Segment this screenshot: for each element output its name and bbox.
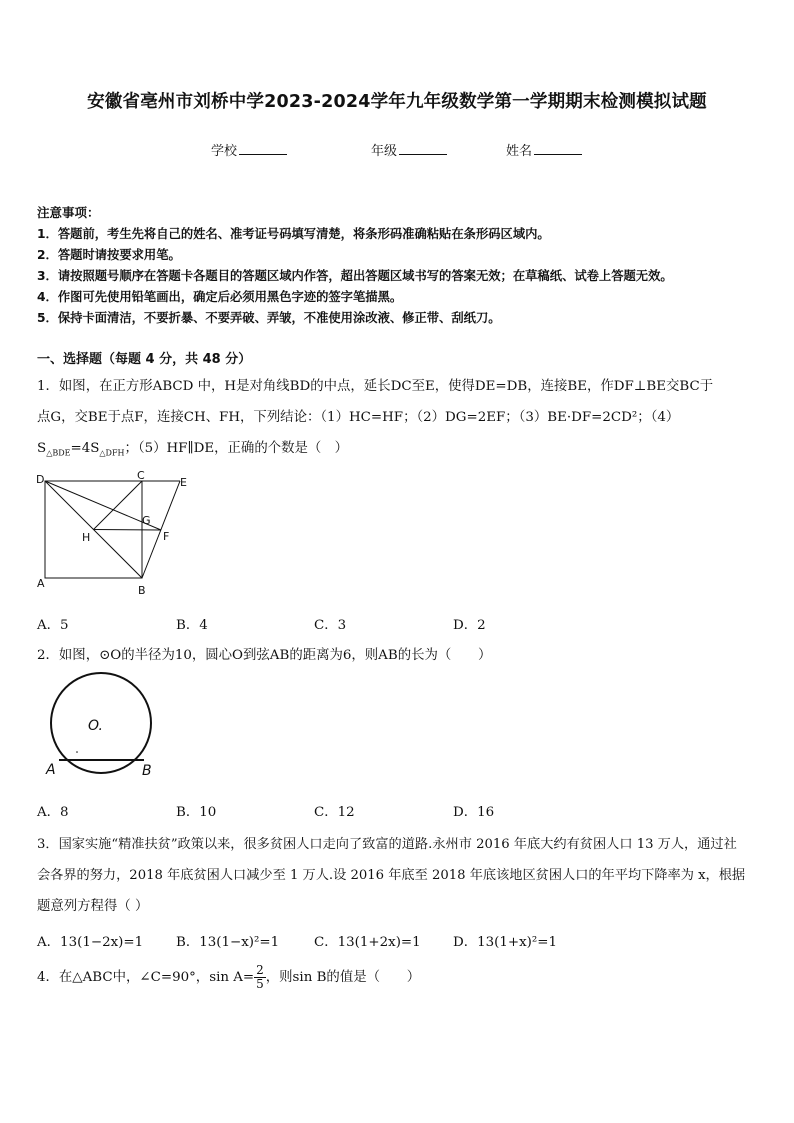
notes-heading: 注意事项： (37, 205, 100, 220)
q3-option-d[interactable]: D．13(1+x)²=1 (453, 935, 558, 950)
label-a: A (46, 762, 56, 778)
q4-frac-num: 2 (256, 963, 264, 977)
label-f: F (163, 530, 170, 543)
grade-label: 年级 (371, 144, 398, 159)
note-item: 1．答题前，考生先将自己的姓名、准考证号码填写清楚，将条形码准确粘贴在条形码区域内。 (37, 227, 550, 241)
name-blank (534, 142, 582, 155)
q1-line2: 点G，交BE于点F，连接CH、FH，下列结论：（1）HC=HF；（2）DG=2EF；（3）BE·DF=2CD²；（4） (37, 410, 680, 425)
school-blank (239, 142, 287, 155)
q1-option-b[interactable]: B．4 (176, 618, 208, 633)
q3-line2: 会各界的努力，2018 年底贫困人口减少至 1 万人.设 2016 年底至 2018 年底该地区贫困人口的年平均下降率为 x，根据 (37, 868, 746, 883)
q1-line3 (37, 437, 348, 458)
name-field (506, 140, 582, 159)
label-b: B (142, 763, 152, 779)
q1-sub1: △BDE (46, 448, 71, 458)
q2-line1: 2．如图，⊙O的半径为10，圆心O到弦AB的距离为6，则AB的长为（ ） (37, 648, 492, 663)
note-item: 5．保持卡面清洁，不要折暴、不要弄破、弄皱，不准使用涂改液、修正带、刮纸刀。 (37, 311, 501, 325)
q1-option-d[interactable]: D．2 (453, 618, 486, 633)
q1-option-a[interactable]: A．5 (37, 618, 69, 633)
q3-option-b[interactable]: B．13(1−x)²=1 (176, 935, 280, 950)
q2-option-b[interactable]: B．10 (176, 805, 217, 820)
q1-sub2: △DFH (99, 448, 125, 458)
q1-option-c[interactable]: C．3 (314, 618, 347, 633)
note-item: 4．作图可先使用铅笔画出，确定后必须用黑色字迹的签字笔描黑。 (37, 290, 403, 304)
label-o: O. (88, 718, 103, 734)
q4-line (37, 964, 420, 991)
label-e: E (180, 476, 187, 489)
page-title: 安徽省亳州市刘桥中学2023-2024学年九年级数学第一学期期末检测模拟试题 (87, 92, 707, 112)
q4-suffix: ，则sin B的值是（ ） (265, 970, 421, 985)
q1-line1: 1．如图，在正方形ABCD 中，H是对角线BD的中点，延长DC至E，使得DE=DB，连接BE，作DF⊥BE交BC于 (37, 379, 714, 394)
label-b: B (138, 584, 146, 597)
school-label: 学校 (211, 144, 238, 159)
q3-line3: 题意列方程得（ ） (37, 899, 149, 914)
q3-option-c[interactable]: C．13(1+2x)=1 (314, 935, 421, 950)
label-d: D (36, 473, 45, 486)
q3-option-a[interactable]: A．13(1−2x)=1 (37, 935, 144, 950)
label-c: C (137, 469, 145, 482)
grade-field (371, 140, 447, 159)
q1-figure (30, 468, 200, 598)
q3-line1: 3．国家实施“精准扶贫”政策以来，很多贫困人口走向了致富的道路.永州市 2016 年底大约有贫困人口 13 万人，通过社 (37, 837, 737, 852)
name-label: 姓名 (506, 144, 533, 159)
segment-ch (94, 481, 143, 530)
q4-fraction (254, 964, 266, 991)
q1-rest: ；（5）HF∥DE，正确的个数是（ ） (124, 441, 349, 456)
q1-mid: =4S (70, 441, 100, 456)
segment-fh (94, 530, 162, 531)
q2-option-d[interactable]: D．16 (453, 805, 495, 820)
q4-prefix: 4．在△ABC中，∠C=90°，sin A= (37, 970, 255, 985)
note-item: 3．请按照题号顺序在答题卡各题目的答题区域内作答，超出答题区域书写的答案无效；在草稿纸、试卷上答题无效。 (37, 269, 673, 283)
label-a: A (37, 577, 45, 590)
section-heading: 一、选择题（每题 4 分，共 48 分） (37, 352, 252, 367)
q2-option-a[interactable]: A．8 (37, 805, 69, 820)
note-item: 2．答题时请按要求用笔。 (37, 248, 181, 262)
q2-figure (38, 672, 168, 784)
q1-s1: S (37, 441, 47, 456)
q2-option-c[interactable]: C．12 (314, 805, 355, 820)
label-g: G (142, 514, 151, 527)
grade-blank (399, 142, 447, 155)
label-h: H (82, 531, 91, 544)
dot-mark (76, 751, 78, 753)
school-field (211, 140, 287, 159)
q4-frac-den: 5 (256, 977, 264, 991)
